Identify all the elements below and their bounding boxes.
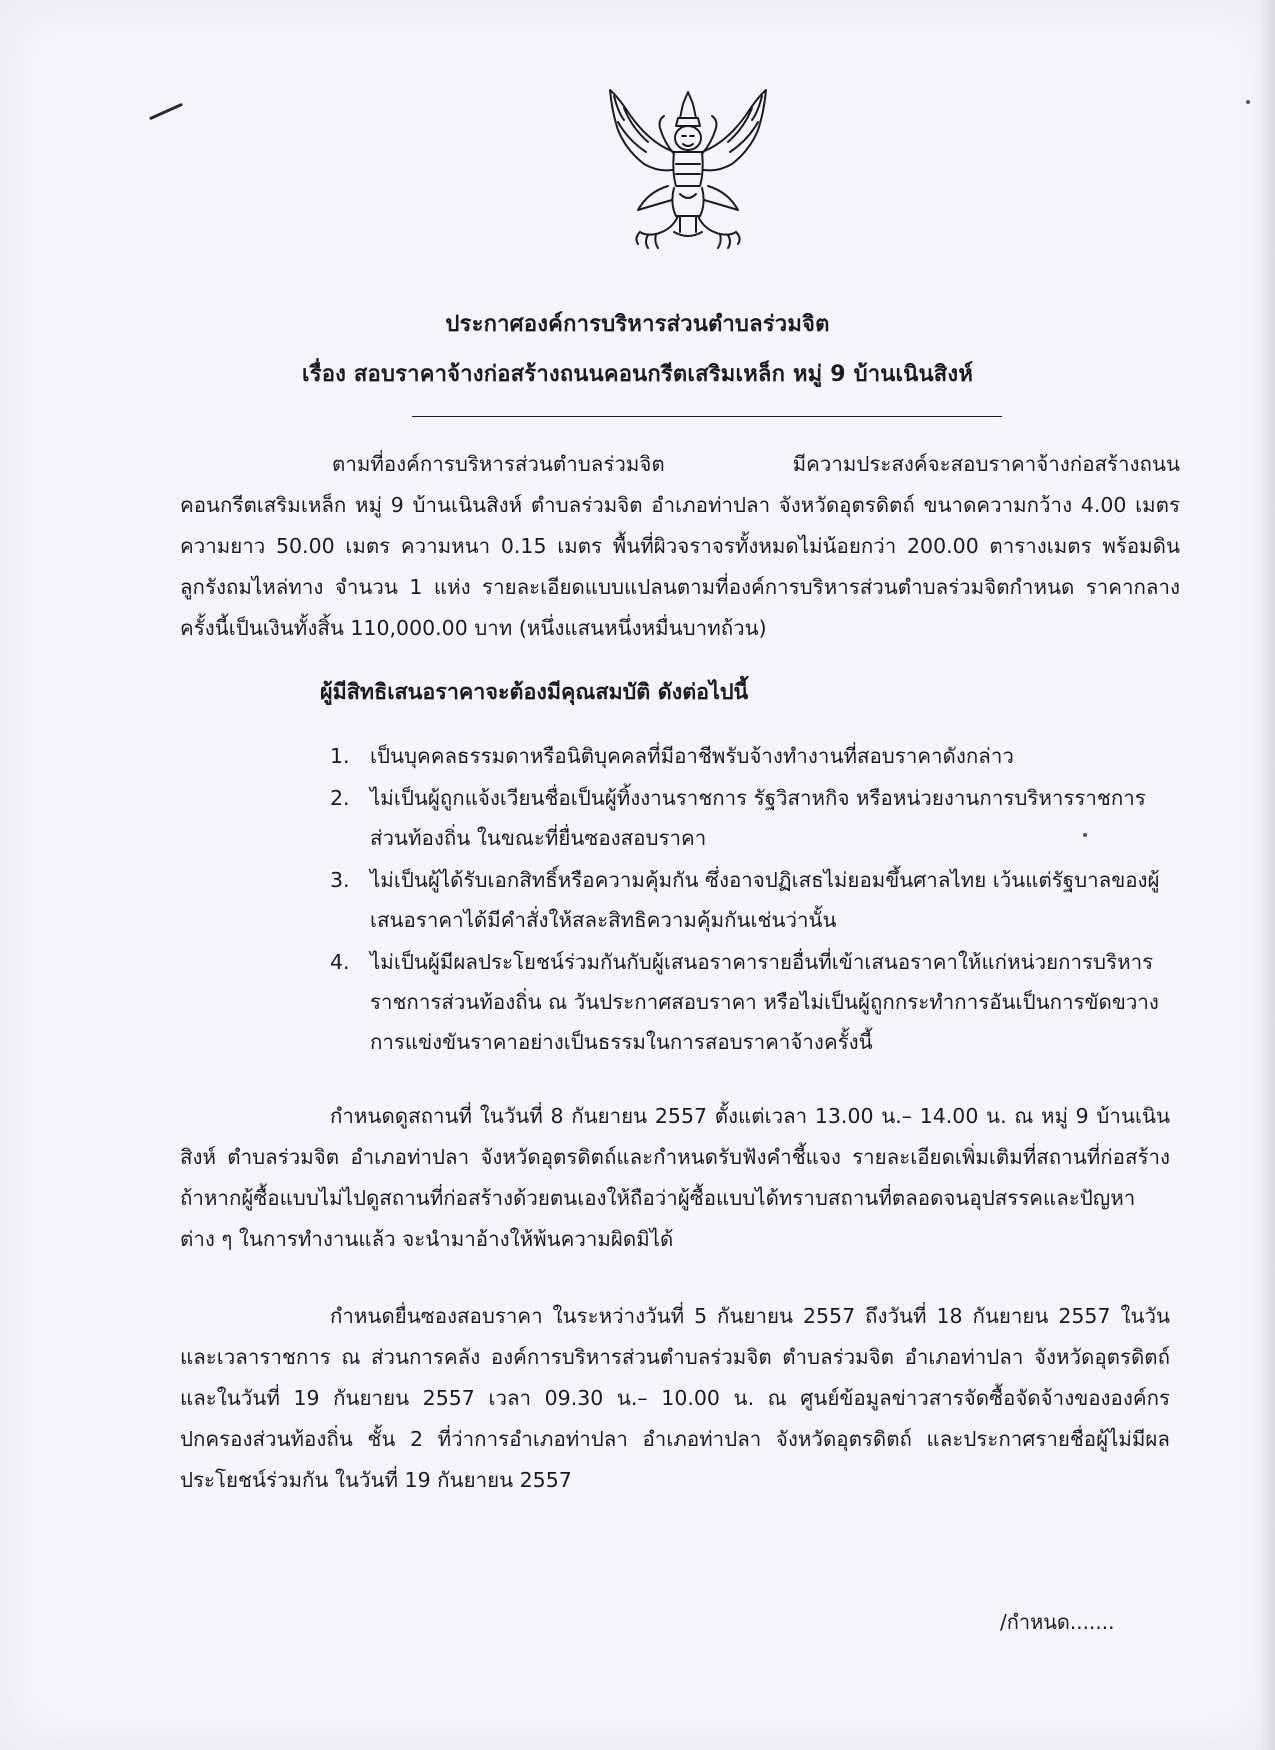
- garuda-emblem-icon: [588, 82, 788, 257]
- speck-mark: [1246, 100, 1250, 104]
- qualifications-heading: ผู้มีสิทธิเสนอราคาจะต้องมีคุณสมบัติ ดังต่อไปนี้: [320, 680, 749, 705]
- list-item-text: ไม่เป็นผู้ได้รับเอกสิทธิ์หรือความคุ้มกัน ซึ่งอาจปฏิเสธไม่ยอมขึ้นศาลไทย เว้นแต่รัฐบาลของผู้เสนอราคาได้มีคำสั่งให้สละสิทธิความคุ้มกันเช่นว่านั้น: [370, 868, 1160, 932]
- list-item-text: ไม่เป็นผู้มีผลประโยชน์ร่วมกันกับผู้เสนอราคารายอื่นที่เข้าเสนอราคาให้แก่หน่วยการบริหารราชการส่วนท้องถิ่น ณ วันประกาศสอบราคา หรือไม่เป็นผู้ถูกกระทำการอันเป็นการขัดขวางการแข่งขันราคาอย่างเป็นธรรมในการสอบราคาจ้างครั้งนี้: [370, 950, 1159, 1054]
- list-item-number: 2.: [330, 786, 350, 810]
- announcement-subject: เรื่อง สอบราคาจ้างก่อสร้างถนนคอนกรีตเสริมเหล็ก หมู่ 9 บ้านเนินสิงห์: [301, 362, 974, 387]
- list-item: [330, 778, 1180, 858]
- site-visit-paragraph: กำหนดดูสถานที่ ในวันที่ 8 กันยายน 2557 ตั้งแต่เวลา 13.00 น.– 14.00 น. ณ หมู่ 9 บ้านเนินสิงห์ ตำบลร่วมจิต อำเภอท่าปลา จังหวัดอุตรดิตถ์และกำหนดรับฟังคำชี้แจง รายละเอียดเพิ่มเติมที่สถานที่ก่อสร้าง ถ้าหากผู้ซื้อแบบไม่ไปดูสถานที่ก่อสร้างด้วยตนเองให้ถือว่าผู้ซื้อแบบได้ทราบสถานที่ตลอดจนอุปสรรคและปัญหาต่าง ๆ ในการทำงานแล้ว จะนำมาอ้างให้พ้นความผิดมิได้: [180, 1104, 1170, 1251]
- list-item: [330, 736, 1180, 776]
- list-item-number: 4.: [330, 950, 350, 974]
- list-item-number: 3.: [330, 868, 350, 892]
- bid-submission-paragraph: กำหนดยื่นซองสอบราคา ในระหว่างวันที่ 5 กันยายน 2557 ถึงวันที่ 18 กันยายน 2557 ในวันและเวลาราชการ ณ ส่วนการคลัง องค์การบริหารส่วนตำบลร่วมจิต ตำบลร่วมจิต อำเภอท่าปลา จังหวัดอุตรดิตถ์ และในวันที่ 19 กันยายน 2557 เวลา 09.30 น.– 10.00 น. ณ ศูนย์ข้อมูลข่าวสารจัดซื้อจัดจ้างขององค์กรปกครองส่วนท้องถิ่น ชั้น 2 ที่ว่าการอำเภอท่าปลา อำเภอท่าปลา จังหวัดอุตรดิตถ์ และประกาศรายชื่อผู้ไม่มีผลประโยชน์ร่วมกัน ในวันที่ 19 กันยายน 2557: [180, 1304, 1170, 1492]
- list-item: [330, 860, 1180, 940]
- list-item-text: ไม่เป็นผู้ถูกแจ้งเวียนชื่อเป็นผู้ทิ้งงานราชการ รัฐวิสาหกิจ หรือหน่วยงานการบริหารราชการส่วนท้องถิ่น ในขณะที่ยื่นซองสอบราคา: [370, 786, 1146, 850]
- list-item-text: เป็นบุคคลธรรมดาหรือนิติบุคคลที่มีอาชีพรับจ้างทำงานที่สอบราคาดังกล่าว: [370, 744, 1014, 768]
- continued-marker: /กำหนด.......: [1000, 1610, 1115, 1634]
- list-item: [330, 942, 1180, 1062]
- qualifications-list: [330, 736, 1180, 1064]
- list-item-number: 1.: [330, 744, 350, 768]
- intro-paragraph: ตามที่องค์การบริหารส่วนตำบลร่วมจิต มีความประสงค์จะสอบราคาจ้างก่อสร้างถนนคอนกรีตเสริมเหล็ก หมู่ 9 บ้านเนินสิงห์ ตำบลร่วมจิต อำเภอท่าปลา จังหวัดอุตรดิตถ์ ขนาดความกว้าง 4.00 เมตร ความยาว 50.00 เมตร ความหนา 0.15 เมตร พื้นที่ผิวจราจรทั้งหมดไม่น้อยกว่า 200.00 ตารางเมตร พร้อมดินลูกรังถมไหล่ทาง จำนวน 1 แห่ง รายละเอียดแบบแปลนตามที่องค์การบริหารส่วนตำบลร่วมจิตกำหนด ราคากลางครั้งนี้เป็นเงินทั้งสิ้น 110,000.00 บาท (หนึ่งแสนหนึ่งหมื่นบาทถ้วน): [180, 452, 1180, 640]
- title-divider: [412, 416, 1002, 417]
- pen-mark: [149, 103, 183, 120]
- paper-edge-shadow: [1261, 0, 1275, 1750]
- announcement-title: ประกาศองค์การบริหารส่วนตำบลร่วมจิต: [445, 312, 830, 337]
